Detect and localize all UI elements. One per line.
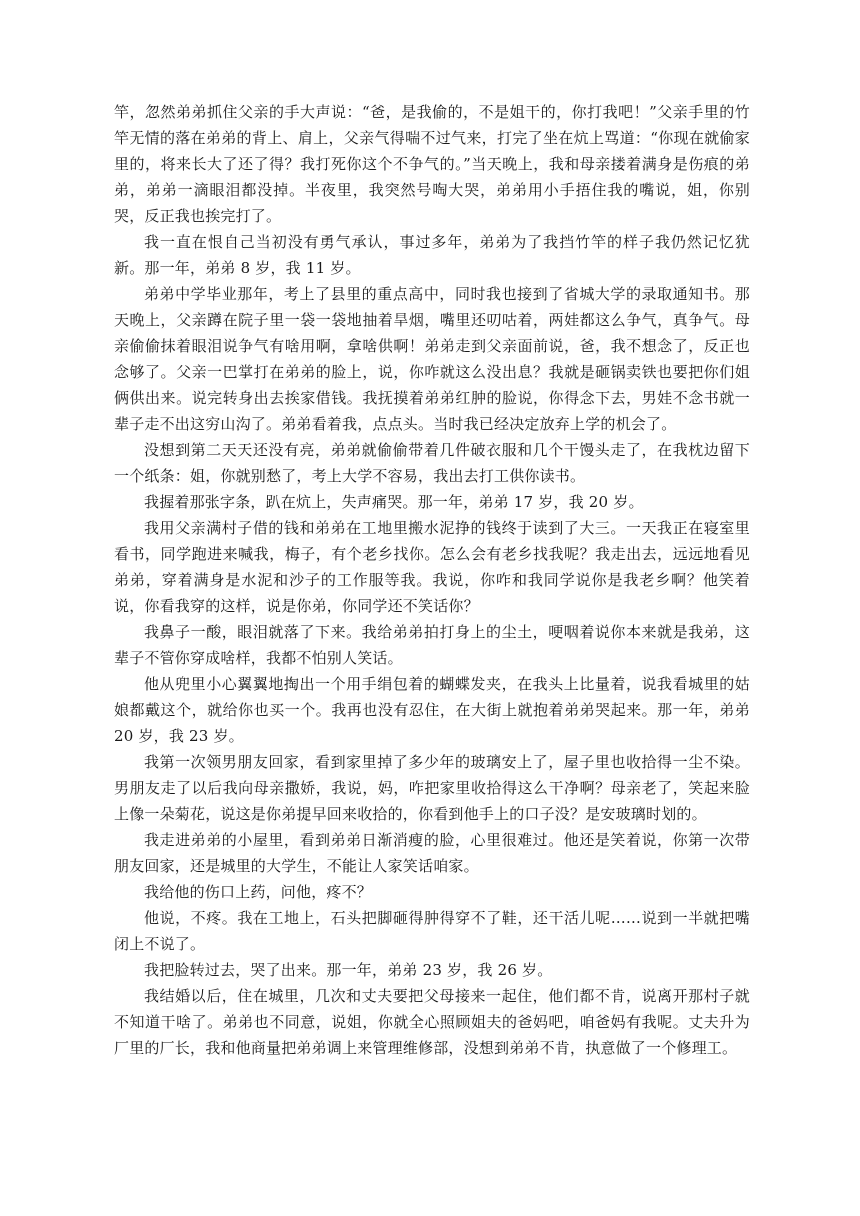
document-body (114, 99, 750, 1061)
paragraph-5: 我握着那张字条，趴在炕上，失声痛哭。那一年，弟弟 17 岁，我 20 岁。 (144, 493, 644, 511)
paragraph-2: 我一直在恨自己当初没有勇气承认，事过多年，弟弟为了我挡竹竿的样子我仍然记忆犹新。那一年，弟弟 8 岁，我 11 岁。 (114, 233, 750, 277)
paragraph-14: 我结婚以后，住在城里，几次和丈夫要把父母接来一起住，他们都不肯，说离开那村子就不知道干啥了。弟弟也不同意，说姐，你就全心照顾姐夫的爸妈吧，咱爸妈有我呢。丈夫升为厂里的厂长，我和他商量把弟弟调上来管理维修部，没想到弟弟不肯，执意做了一个修理工。 (114, 987, 750, 1057)
paragraph-13: 我把脸转过去，哭了出来。那一年，弟弟 23 岁，我 26 岁。 (144, 961, 553, 979)
paragraph-12: 他说，不疼。我在工地上，石头把脚砸得肿得穿不了鞋，还干活儿呢……说到一半就把嘴闭上不说了。 (114, 909, 750, 953)
paragraph-6: 我用父亲满村子借的钱和弟弟在工地里搬水泥挣的钱终于读到了大三。一天我正在寝室里看书，同学跑进来喊我，梅子，有个老乡找你。怎么会有老乡找我呢？我走出去，远远地看见弟弟，穿着满身是水泥和沙子的工作服等我。我说，你咋和我同学说你是我老乡啊？他笑着说，你看我穿的这样，说是你弟，你同学还不笑话你？ (114, 519, 750, 615)
paragraph-10: 我走进弟弟的小屋里，看到弟弟日渐消瘦的脸，心里很难过。他还是笑着说，你第一次带朋友回家，还是城里的大学生，不能让人家笑话咱家。 (114, 831, 750, 875)
paragraph-7: 我鼻子一酸，眼泪就落了下来。我给弟弟拍打身上的尘土，哽咽着说你本来就是我弟，这辈子不管你穿成啥样，我都不怕别人笑话。 (114, 623, 750, 667)
paragraph-11: 我给他的伤口上药，问他，疼不？ (144, 883, 373, 901)
paragraph-9: 我第一次领男朋友回家，看到家里掉了多少年的玻璃安上了，屋子里也收拾得一尘不染。男朋友走了以后我向母亲撒娇，我说，妈，咋把家里收拾得这么干净啊？母亲老了，笑起来脸上像一朵菊花，说这是你弟提早回来收拾的，你看到他手上的口子没？是安玻璃时划的。 (114, 753, 750, 823)
paragraph-3: 弟弟中学毕业那年，考上了县里的重点高中，同时我也接到了省城大学的录取通知书。那天晚上，父亲蹲在院子里一袋一袋地抽着旱烟，嘴里还叨咕着，两娃都这么争气，真争气。母亲偷偷抹着眼泪说争气有啥用啊，拿啥供啊！弟弟走到父亲面前说，爸，我不想念了，反正也念够了。父亲一巴掌打在弟弟的脸上，说，你咋就这么没出息？我就是砸锅卖铁也要把你们姐俩供出来。说完转身出去挨家借钱。我抚摸着弟弟红肿的脸说，你得念下去，男娃不念书就一辈子走不出这穷山沟了。弟弟看着我，点点头。当时我已经决定放弃上学的机会了。 (114, 285, 750, 433)
paragraph-1: 竿，忽然弟弟抓住父亲的手大声说：“爸，是我偷的，不是姐干的，你打我吧！”父亲手里的竹竿无情的落在弟弟的背上、肩上，父亲气得喘不过气来，打完了坐在炕上骂道：“你现在就偷家里的，将来长大了还了得？我打死你这个不争气的。”当天晚上，我和母亲搂着满身是伤痕的弟弟，弟弟一滴眼泪都没掉。半夜里，我突然号啕大哭，弟弟用小手捂住我的嘴说，姐，你别哭，反正我也挨完打了。 (114, 103, 750, 225)
paragraph-4: 没想到第二天天还没有亮，弟弟就偷偷带着几件破衣服和几个干馒头走了，在我枕边留下一个纸条：姐，你就别愁了，考上大学不容易，我出去打工供你读书。 (114, 441, 750, 485)
paragraph-8: 他从兜里小心翼翼地掏出一个用手绢包着的蝴蝶发夹，在我头上比量着，说我看城里的姑娘都戴这个，就给你也买一个。我再也没有忍住，在大街上就抱着弟弟哭起来。那一年，弟弟 20 岁，我 23 岁。 (114, 675, 750, 745)
